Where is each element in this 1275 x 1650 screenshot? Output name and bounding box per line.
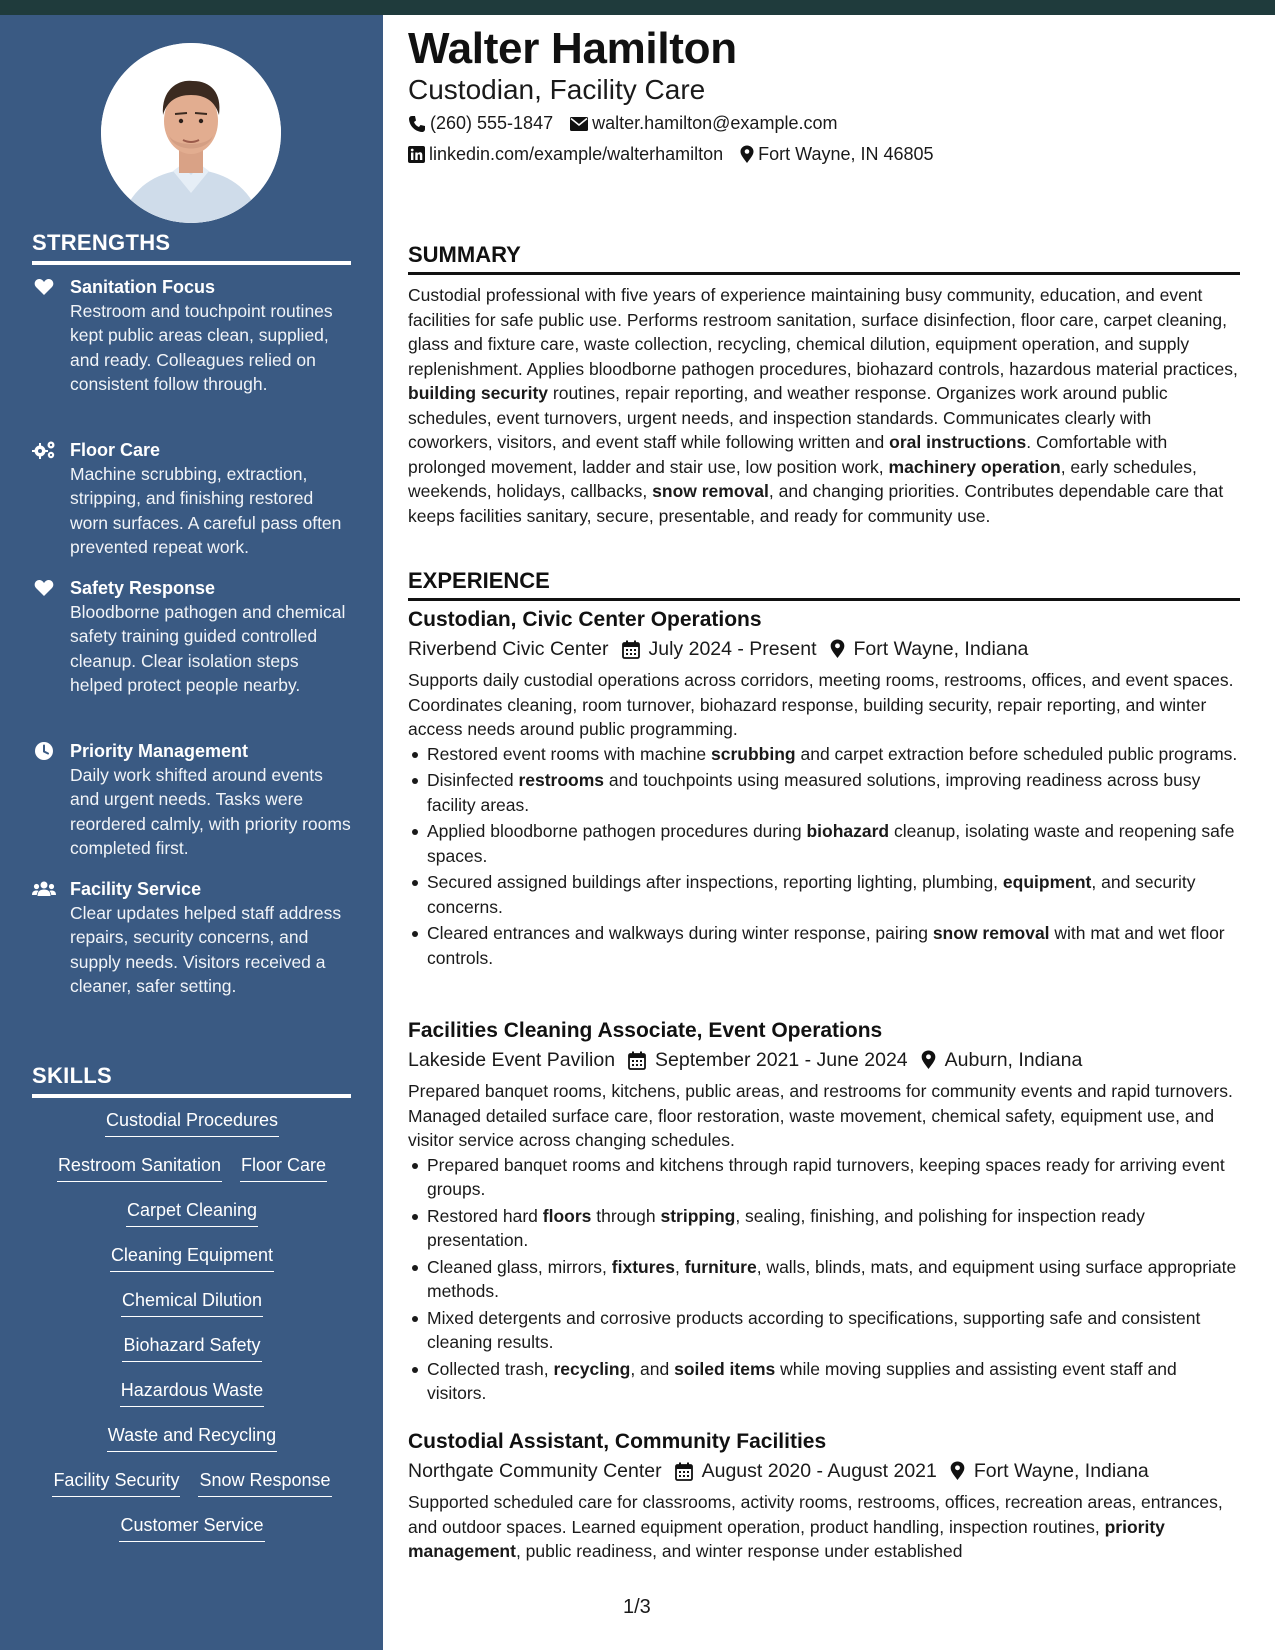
job-dates: July 2024 - Present	[648, 638, 817, 660]
contact-row	[408, 113, 854, 134]
skill-tag: Cleaning Equipment	[110, 1242, 274, 1272]
calendar-icon	[628, 1051, 646, 1070]
skills-heading: SKILLS	[32, 1063, 351, 1098]
linkedin-icon	[408, 146, 425, 163]
location-text: Fort Wayne, IN 46805	[758, 144, 934, 164]
candidate-headline: Custodian, Facility Care	[408, 74, 706, 105]
job-description: Supports daily custodial operations across corridors, meeting rooms, restrooms, offices, and event spaces. Coordinates cleaning, room turnover, biohazard response, building security, repair reporting, and winter access needs around public programming.	[408, 670, 1234, 739]
strength-item	[32, 877, 352, 999]
job-bullet: Restored hard floors through stripping, sealing, finishing, and polishing for inspection ready presentation.	[408, 1204, 1240, 1253]
job-bullet: Prepared banquet rooms and kitchens through rapid turnovers, keeping spaces ready for arriving event groups.	[408, 1153, 1240, 1202]
clock-icon	[32, 741, 56, 761]
experience-heading: EXPERIENCE	[408, 568, 1240, 601]
skill-tag: Chemical Dilution	[121, 1287, 263, 1317]
strength-description: Machine scrubbing, extraction, stripping, and finishing restored worn surfaces. A careful pass often prevented repeat work.	[70, 464, 342, 558]
job-title: Custodial Assistant, Community Facilities	[408, 1430, 827, 1453]
job-location: Auburn, Indiana	[944, 1049, 1083, 1071]
job-bullet: Secured assigned buildings after inspections, reporting lighting, plumbing, equipment, and security concerns.	[408, 870, 1240, 919]
skill-tag: Customer Service	[119, 1512, 264, 1542]
heart-icon	[32, 578, 56, 598]
skill-tag: Carpet Cleaning	[126, 1197, 258, 1227]
phone-number: (260) 555-1847	[430, 113, 554, 133]
strength-title: Safety Response	[70, 578, 216, 598]
gears-icon	[32, 440, 56, 460]
strength-item	[32, 438, 352, 560]
employer-name: Northgate Community Center	[408, 1460, 662, 1482]
job-description: Prepared banquet rooms, kitchens, public areas, and restrooms for community events and rapid turnovers. Managed detailed surface care, floor restoration, waste movement, chemical safety, equipment use, and visitor service across changing schedules.	[408, 1081, 1233, 1150]
strength-item	[32, 275, 352, 397]
job-title: Custodian, Civic Center Operations	[408, 608, 762, 631]
job-bullet: Mixed detergents and corrosive products according to specifications, supporting safe and consistent cleaning results.	[408, 1306, 1240, 1355]
strength-title: Facility Service	[70, 879, 202, 899]
phone-contact[interactable]	[408, 113, 553, 134]
job-bullet: Disinfected restrooms and touchpoints using measured solutions, improving readiness across busy facility areas.	[408, 768, 1240, 817]
linkedin-url: linkedin.com/example/walterhamilton	[429, 144, 724, 164]
summary-heading: SUMMARY	[408, 242, 1240, 275]
profile-photo	[101, 43, 281, 223]
calendar-icon	[675, 1462, 693, 1481]
job-meta	[408, 1456, 1240, 1486]
strength-title: Priority Management	[70, 741, 249, 761]
experience-entry	[408, 1428, 1240, 1564]
job-bullet: Cleaned glass, mirrors, fixtures, furniture, walls, blinds, mats, and equipment using surface appropriate methods.	[408, 1255, 1240, 1304]
employer-name: Lakeside Event Pavilion	[408, 1049, 616, 1071]
skill-tag: Facility Security	[52, 1467, 180, 1497]
users-icon	[32, 879, 56, 899]
page-number: 1/3	[623, 1596, 651, 1618]
email-address: walter.hamilton@example.com	[592, 113, 838, 133]
job-description: Supported scheduled care for classrooms, activity rooms, restrooms, offices, recreation areas, entrances, and outdoor spaces. Learned equipment operation, product handling, inspection routines, priority management, public readiness, and winter response under established	[408, 1492, 1223, 1561]
map-pin-icon	[950, 1461, 965, 1481]
top-accent-bar	[0, 0, 1275, 15]
strength-title: Floor Care	[70, 440, 161, 460]
skills-list	[32, 1107, 352, 1557]
phone-icon	[408, 115, 426, 133]
job-bullet: Collected trash, recycling, and soiled items while moving supplies and assisting event staff and visitors.	[408, 1357, 1240, 1406]
experience-entry	[408, 606, 1240, 972]
candidate-name: Walter Hamilton	[408, 24, 737, 73]
summary-text: Custodial professional with five years of experience maintaining busy community, education, and event facilities for safe public use. Performs restroom sanitation, surface disinfection, floor care, carpet cleaning, glass and fixture care, waste collection, recycling, chemical dilution, equipment operation, and supply replenishment. Applies bloodborne pathogen procedures, biohazard controls, hazardous material practices, building security routines, repair reporting, and weather response. Organizes work around public schedules, event turnovers, urgent needs, and inspection standards. Communicates clearly with coworkers, visitors, and event staff while following written and oral instructions. Comfortable with prolonged movement, ladder and stair use, low position work, machinery operation, early schedules, weekends, holidays, callbacks, snow removal, and changing priorities. Contributes dependable care that keeps facilities sanitary, secure, presentable, and ready for community use.	[408, 285, 1238, 526]
strength-title: Sanitation Focus	[70, 277, 216, 297]
job-bullets	[408, 1153, 1240, 1406]
map-pin-icon	[830, 639, 845, 659]
strength-description: Restroom and touchpoint routines kept public areas clean, supplied, and ready. Colleagues relied on consistent follow through.	[70, 301, 333, 395]
sidebar	[0, 15, 383, 1650]
job-bullet: Applied bloodborne pathogen procedures during biohazard cleanup, isolating waste and reopening safe spaces.	[408, 819, 1240, 868]
job-bullets	[408, 742, 1240, 971]
envelope-icon	[570, 117, 588, 131]
map-pin-icon	[921, 1050, 936, 1070]
job-location: Fort Wayne, Indiana	[853, 638, 1029, 660]
skill-tag: Biohazard Safety	[122, 1332, 261, 1362]
location-contact	[740, 144, 933, 165]
strength-description: Clear updates helped staff address repairs, security concerns, and supply needs. Visitors received a cleaner, safer setting.	[70, 903, 342, 997]
job-title: Facilities Cleaning Associate, Event Operations	[408, 1019, 883, 1042]
job-meta	[408, 1045, 1240, 1075]
job-bullet: Cleared entrances and walkways during winter response, pairing snow removal with mat and wet floor controls.	[408, 921, 1240, 970]
email-contact[interactable]	[570, 113, 837, 134]
skill-tag: Hazardous Waste	[120, 1377, 264, 1407]
strength-description: Bloodborne pathogen and chemical safety training guided controlled cleanup. Clear isolation steps helped protect people nearby.	[70, 602, 346, 696]
calendar-icon	[622, 640, 640, 659]
map-pin-icon	[740, 145, 754, 164]
skill-tag: Floor Care	[240, 1152, 327, 1182]
heart-icon	[32, 277, 56, 297]
linkedin-contact[interactable]	[408, 144, 723, 165]
job-dates: August 2020 - August 2021	[701, 1460, 937, 1482]
job-meta	[408, 634, 1240, 664]
strength-item	[32, 576, 352, 698]
job-location: Fort Wayne, Indiana	[973, 1460, 1149, 1482]
contact-row	[408, 144, 951, 165]
job-bullet: Restored event rooms with machine scrubbing and carpet extraction before scheduled public programs.	[408, 742, 1240, 767]
strength-description: Daily work shifted around events and urgent needs. Tasks were reordered calmly, with priority rooms completed first.	[70, 765, 351, 859]
employer-name: Riverbend Civic Center	[408, 638, 609, 660]
strengths-heading: STRENGTHS	[32, 230, 351, 265]
strength-item	[32, 739, 352, 861]
skill-tag: Snow Response	[198, 1467, 331, 1497]
job-dates: September 2021 - June 2024	[655, 1049, 908, 1071]
experience-entry	[408, 1017, 1240, 1408]
skill-tag: Waste and Recycling	[107, 1422, 277, 1452]
skill-tag: Custodial Procedures	[105, 1107, 279, 1137]
skill-tag: Restroom Sanitation	[57, 1152, 222, 1182]
